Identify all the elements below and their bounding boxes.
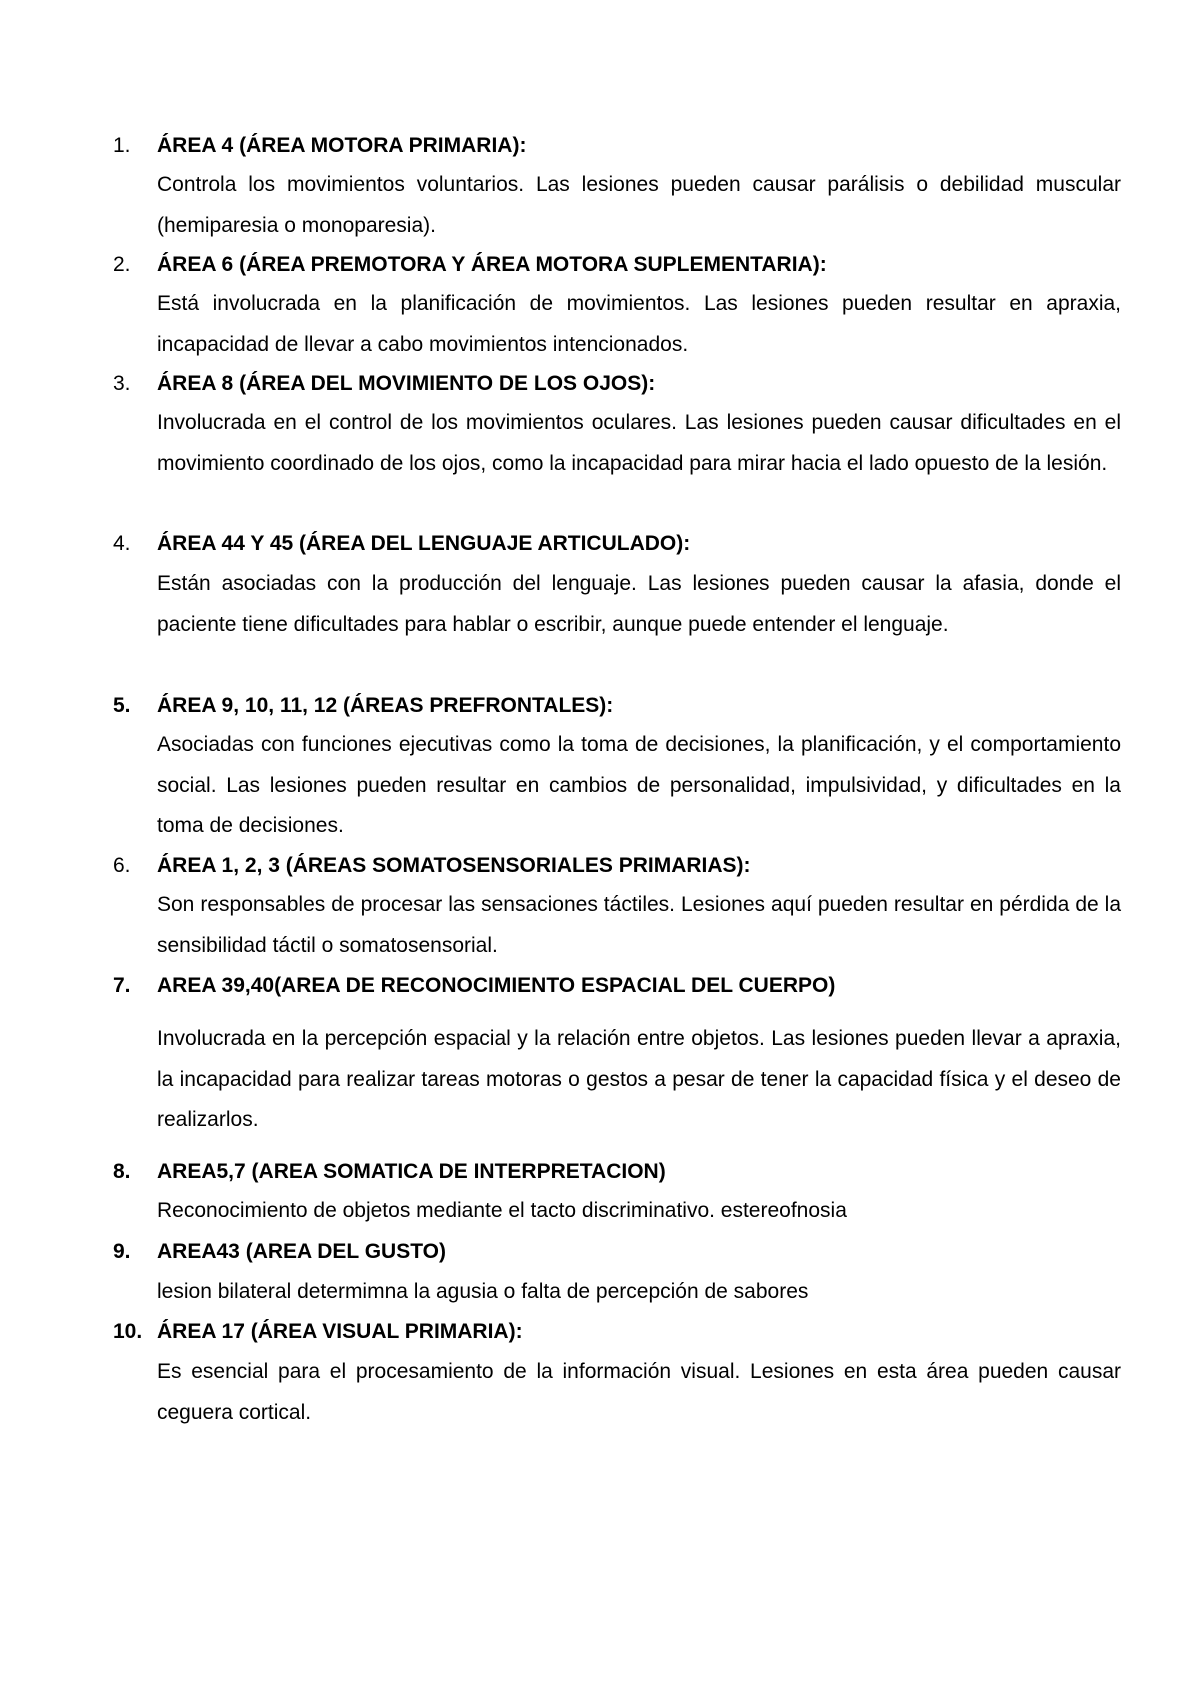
list-number: 1. [113, 134, 131, 157]
list-number: 3. [113, 372, 131, 395]
item-description: Está involucrada en la planificación de movimientos. Las lesiones pueden resultar en apraxia, incapacidad de llevar a cabo movimientos intencionados. [157, 292, 1121, 356]
list-number: 7. [113, 974, 131, 997]
item-description: Controla los movimientos voluntarios. Las lesiones pueden causar parálisis o debilidad muscular (hemiparesia o monoparesia). [157, 173, 1121, 237]
item-title: ÁREA 44 Y 45 (ÁREA DEL LENGUAJE ARTICULADO): [157, 532, 691, 555]
list-item-heading [0, 686, 1200, 726]
item-description: Están asociadas con la producción del lenguaje. Las lesiones pueden causar la afasia, donde el paciente tiene dificultades para hablar o escribir, aunque puede entender el lenguaje. [157, 572, 1121, 636]
list-number: 8. [113, 1160, 131, 1183]
item-description: Son responsables de procesar las sensaciones táctiles. Lesiones aquí pueden resultar en pérdida de la sensibilidad táctil o somatosensorial. [157, 893, 1121, 957]
item-title: ÁREA 4 (ÁREA MOTORA PRIMARIA): [157, 134, 527, 157]
item-title: AREA43 (AREA DEL GUSTO) [157, 1240, 446, 1263]
item-title: ÁREA 9, 10, 11, 12 (ÁREAS PREFRONTALES): [157, 694, 614, 717]
item-title: AREA 39,40(AREA DE RECONOCIMIENTO ESPACIAL DEL CUERPO) [157, 974, 836, 997]
list-item-heading [0, 524, 1200, 564]
item-description: Involucrada en el control de los movimientos oculares. Las lesiones pueden causar dificultades en el movimiento coordinado de los ojos, como la incapacidad para mirar hacia el lado opuesto de la lesión. [157, 411, 1121, 475]
item-title: ÁREA 6 (ÁREA PREMOTORA Y ÁREA MOTORA SUPLEMENTARIA): [157, 253, 827, 276]
list-number: 9. [113, 1240, 131, 1263]
item-title: ÁREA 1, 2, 3 (ÁREAS SOMATOSENSORIALES PRIMARIAS): [157, 854, 751, 877]
list-item-heading [0, 1232, 1200, 1272]
list-item-heading [0, 966, 1200, 1006]
item-title: AREA5,7 (AREA SOMATICA DE INTERPRETACION) [157, 1160, 666, 1183]
list-item-heading [0, 1152, 1200, 1192]
list-item-heading [0, 846, 1200, 886]
item-description: Es esencial para el procesamiento de la información visual. Lesiones en esta área pueden causar ceguera cortical. [157, 1360, 1121, 1424]
list-number: 5. [113, 694, 131, 717]
item-description: lesion bilateral determimna la agusia o falta de percepción de sabores [157, 1280, 809, 1303]
item-description: Reconocimiento de objetos mediante el tacto discriminativo. estereofnosia [157, 1199, 847, 1222]
list-item-heading [0, 245, 1200, 285]
list-number: 4. [113, 532, 131, 555]
item-title: ÁREA 8 (ÁREA DEL MOVIMIENTO DE LOS OJOS): [157, 372, 656, 395]
list-number: 6. [113, 854, 131, 877]
list-item-heading [0, 364, 1200, 404]
list-item-heading [0, 1312, 1200, 1352]
item-description: Involucrada en la percepción espacial y la relación entre objetos. Las lesiones pueden llevar a apraxia, la incapacidad para realizar tareas motoras o gestos a pesar de tener la capacidad física y el deseo de realizarlos. [157, 1027, 1121, 1131]
item-description: Asociadas con funciones ejecutivas como la toma de decisiones, la planificación, y el comportamiento social. Las lesiones pueden resultar en cambios de personalidad, impulsividad, y dificultades en la toma de decisiones. [157, 733, 1121, 837]
item-title: ÁREA 17 (ÁREA VISUAL PRIMARIA): [157, 1320, 523, 1343]
list-number: 10. [113, 1320, 143, 1343]
list-number: 2. [113, 253, 131, 276]
list-item-heading [0, 126, 1200, 166]
